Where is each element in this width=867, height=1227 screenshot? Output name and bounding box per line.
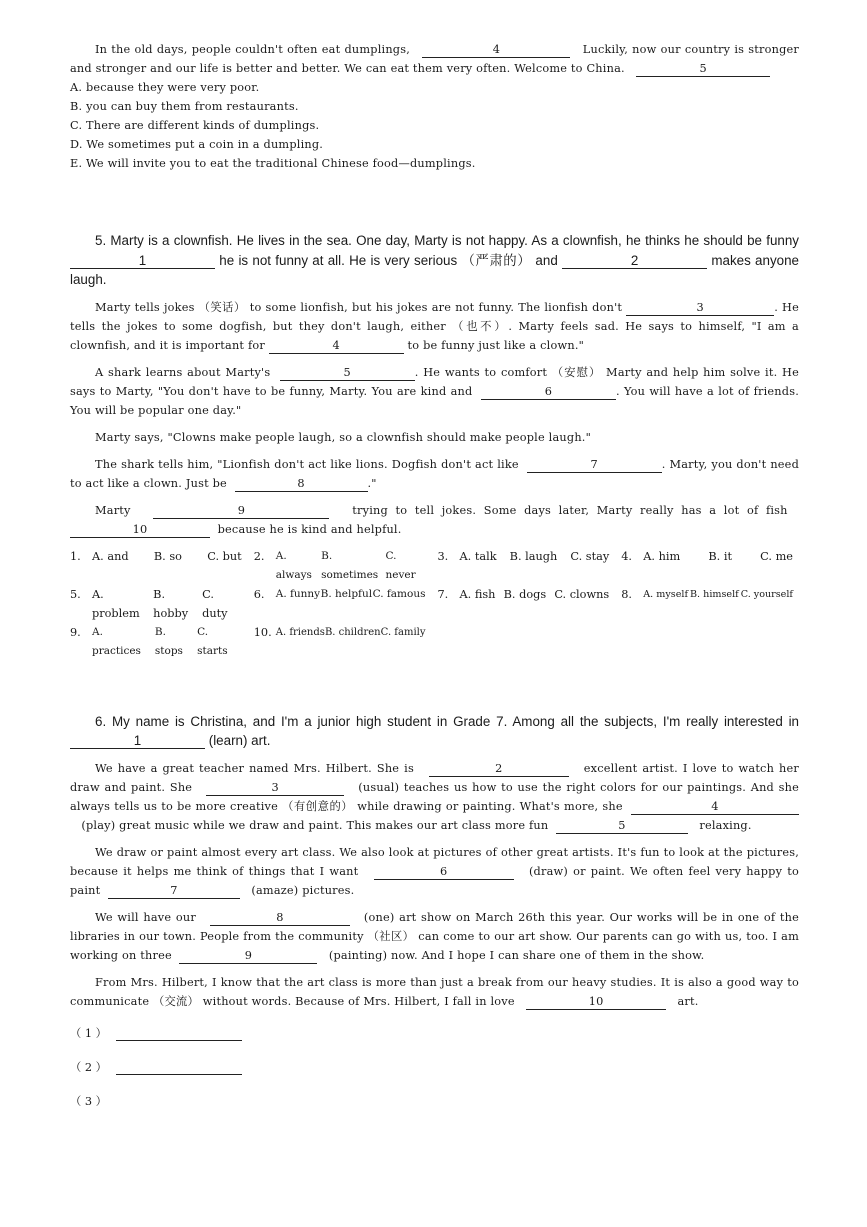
answer-input[interactable] xyxy=(116,1060,242,1075)
passage-6-paragraph-1 xyxy=(70,759,799,835)
document-page xyxy=(70,40,799,1119)
choice-row-4 xyxy=(621,547,799,585)
answer-label: （ 3 ） xyxy=(70,1094,107,1108)
choice-number: 8. xyxy=(621,587,633,601)
choice-option[interactable]: C. clowns xyxy=(554,587,610,601)
text: We will have our xyxy=(95,910,196,924)
text: to be funny just like a clown." xyxy=(407,338,585,352)
choice-number: 2. xyxy=(253,549,265,563)
blank-7[interactable]: 7 xyxy=(527,458,662,473)
passage-5-paragraph-1 xyxy=(70,298,799,355)
answer-input[interactable] xyxy=(116,1026,242,1041)
choice-number: 7. xyxy=(437,587,449,601)
text: Marty xyxy=(95,503,131,517)
blank-3[interactable]: 3 xyxy=(206,781,344,796)
text: Luckily, now our country is stronger and stronger and our life is better and better. We can eat them very often. Welcome to China. xyxy=(70,43,800,75)
text: (usual) teaches us how to use the right colors for our paintings. And she always tells us to be more creative （有创意的） while drawing or painting. What's more, she xyxy=(70,780,800,813)
choice-option[interactable]: C. stay xyxy=(570,549,610,563)
choice-option[interactable]: C. famous xyxy=(372,587,426,600)
text: . He tells the jokes to some dogfish, but they don't laugh, either （也不）. Marty feels sad. He says to himself, "I am a clownfish, and it is important for xyxy=(70,300,799,352)
blank-8[interactable]: 8 xyxy=(235,477,368,492)
text: (painting) now. And I hope I can share one of them in the show. xyxy=(328,948,705,962)
passage-6-paragraph-3 xyxy=(70,908,799,965)
blank-6[interactable]: 6 xyxy=(481,385,616,400)
choice-row-6 xyxy=(254,585,432,623)
text: 5. Marty is a clownfish. He lives in the sea. One day, Marty is not happy. As a clownfish, he thinks he should be funny xyxy=(95,233,799,248)
text: We draw or paint almost every art class. We also look at pictures of other great artists. It's fun to look at the pictures, because it helps me think of things that I want xyxy=(70,845,799,878)
blank-8[interactable]: 8 xyxy=(210,911,350,926)
text: makes anyone laugh. xyxy=(70,252,799,287)
text: (learn) art. xyxy=(208,733,271,748)
choice-option[interactable]: B. stops xyxy=(154,625,183,657)
option-b: B. you can buy them from restaurants. xyxy=(70,100,299,113)
text: trying to tell jokes. Some days later, Marty really has a lot of fish xyxy=(352,503,788,517)
choice-number: 4. xyxy=(621,549,633,563)
passage-6-paragraph-2 xyxy=(70,843,799,900)
choice-option[interactable]: A. always xyxy=(275,549,312,581)
answer-line-3 xyxy=(70,1085,799,1119)
choice-number: 1. xyxy=(70,549,81,563)
passage-6-paragraph-4 xyxy=(70,973,799,1011)
choice-option[interactable]: A. and xyxy=(92,549,129,563)
choice-row-1 xyxy=(70,547,248,585)
choice-row-2 xyxy=(254,547,432,585)
choice-option[interactable]: C. starts xyxy=(197,625,228,657)
answer-line-1 xyxy=(70,1017,799,1051)
text: art. xyxy=(677,994,699,1008)
option-d: D. We sometimes put a coin in a dumpling. xyxy=(70,138,324,151)
choice-row-5 xyxy=(70,585,248,623)
text: The shark tells him, "Lionfish don't act like lions. Dogfish don't act like xyxy=(95,457,519,471)
text: ." xyxy=(367,476,377,490)
choice-number: 10. xyxy=(253,625,272,639)
text: . You will have a lot of friends. You will be popular one day." xyxy=(70,384,799,417)
passage-5-paragraph-5 xyxy=(70,501,799,539)
blank-2[interactable]: 2 xyxy=(562,254,707,269)
question-6-intro xyxy=(70,712,799,751)
choice-row-7 xyxy=(438,585,616,623)
text: In the old days, people couldn't often eat dumplings, xyxy=(95,43,411,56)
choice-option[interactable]: B. laugh xyxy=(509,549,558,563)
choice-number: 5. xyxy=(70,587,81,601)
choice-option[interactable]: C. never xyxy=(385,549,416,581)
blank-4[interactable]: 4 xyxy=(269,339,404,354)
text: . Marty, you don't need to act like a clown. Just be xyxy=(70,457,799,490)
text: (amaze) pictures. xyxy=(251,883,355,897)
choice-number: 9. xyxy=(70,625,81,639)
choice-row-8 xyxy=(621,585,799,623)
option-e: E. We will invite you to eat the traditional Chinese food—dumplings. xyxy=(70,157,476,170)
text: From Mrs. Hilbert, I know that the art class is more than just a break from our heavy studies. It is also a good way to communicate （交流） without words. Because of Mrs. Hilbert, I fall in love xyxy=(70,975,799,1008)
choice-row-10 xyxy=(254,623,432,661)
choice-option[interactable]: A. myself xyxy=(643,588,689,600)
text: because he is kind and helpful. xyxy=(217,522,402,536)
blank-2[interactable]: 2 xyxy=(429,762,569,777)
answer-label: （ 1 ） xyxy=(70,1026,107,1040)
choice-number: 3. xyxy=(437,549,449,563)
text: (play) great music while we draw and paint. This makes our art class more fun xyxy=(81,818,549,832)
choice-option[interactable]: C. but xyxy=(207,549,242,563)
choice-option[interactable]: C. family xyxy=(380,626,426,638)
choice-option[interactable]: B. so xyxy=(153,549,182,563)
choice-number: 6. xyxy=(253,587,265,601)
choice-grid xyxy=(70,547,799,661)
blank-9[interactable]: 9 xyxy=(153,504,329,519)
choice-option[interactable]: A. fish xyxy=(459,587,496,601)
text: (one) art show on March 26th this year. Our works will be in one of the libraries in our town. People from the community （社区） can come to our art show. Our parents can go with us, too. I am working on three xyxy=(70,910,799,962)
choice-option[interactable]: C. me xyxy=(760,549,793,563)
choice-option[interactable]: A. talk xyxy=(459,549,497,563)
blank-10[interactable]: 10 xyxy=(526,995,666,1010)
choice-option[interactable]: A. him xyxy=(643,549,681,563)
text: . He wants to comfort （安慰） Marty and help him solve it. He says to Marty, "You don't have to be funny, Marty. You are kind and xyxy=(70,365,799,398)
blank-4[interactable]: 4 xyxy=(422,43,570,58)
passage-4-paragraph xyxy=(70,40,799,78)
text: he is not funny at all. He is very serious （严肃的） and xyxy=(219,252,558,268)
choice-option[interactable]: B. himself xyxy=(690,588,739,600)
choice-option[interactable]: A. problem xyxy=(92,587,140,620)
choice-option[interactable]: B. hobby xyxy=(153,587,189,620)
choice-row-9 xyxy=(70,623,248,661)
passage-5-paragraph-3: Marty says, "Clowns make people laugh, so a clownfish should make people laugh." xyxy=(95,430,591,444)
option-c: C. There are different kinds of dumplings. xyxy=(70,119,320,132)
choice-option[interactable]: B. it xyxy=(708,549,732,563)
text: (draw) or paint. We often feel very happy to paint xyxy=(70,864,799,897)
choice-option[interactable]: B. dogs xyxy=(503,587,547,601)
blank-5[interactable]: 5 xyxy=(636,62,770,77)
choice-row-3 xyxy=(438,547,616,585)
choice-option[interactable]: B. helpful xyxy=(320,587,373,600)
choice-option[interactable]: A. funny xyxy=(275,587,321,600)
choice-option[interactable]: C. duty xyxy=(202,587,228,620)
blank-6[interactable]: 6 xyxy=(374,865,514,880)
blank-5[interactable]: 5 xyxy=(556,819,688,834)
choice-option[interactable]: A. practices xyxy=(92,625,141,657)
passage-5-paragraph-2 xyxy=(70,363,799,420)
blank-4[interactable]: 4 xyxy=(631,800,799,815)
option-a: A. because they were very poor. xyxy=(70,81,260,94)
choice-option[interactable]: C. yourself xyxy=(740,588,793,600)
text: 6. My name is Christina, and I'm a junior high student in Grade 7. Among all the subjects, I'm really interested in xyxy=(95,713,799,729)
passage-5-paragraph-4 xyxy=(70,455,799,493)
text: excellent artist. I love to watch her draw and paint. She xyxy=(70,761,799,794)
answer-line-2 xyxy=(70,1051,799,1085)
blank-7[interactable]: 7 xyxy=(108,884,240,899)
answer-label: （ 2 ） xyxy=(70,1060,107,1074)
blank-10[interactable]: 10 xyxy=(70,523,210,538)
text: Marty tells jokes （笑话） to some lionfish, but his jokes are not funny. The lionfish don't xyxy=(95,300,623,314)
text: relaxing. xyxy=(699,818,752,832)
blank-9[interactable]: 9 xyxy=(179,949,317,964)
blank-5[interactable]: 5 xyxy=(280,366,415,381)
text: We have a great teacher named Mrs. Hilbert. She is xyxy=(95,761,414,775)
choice-option[interactable]: A. friends xyxy=(275,626,325,638)
question-5-intro xyxy=(70,231,799,290)
blank-3[interactable]: 3 xyxy=(626,301,774,316)
choice-option[interactable]: B. children xyxy=(324,626,381,638)
choice-option[interactable]: B. sometimes xyxy=(321,549,379,581)
blank-1[interactable]: 1 xyxy=(70,254,215,269)
text: A shark learns about Marty's xyxy=(95,365,271,379)
blank-1[interactable]: 1 xyxy=(70,734,205,749)
